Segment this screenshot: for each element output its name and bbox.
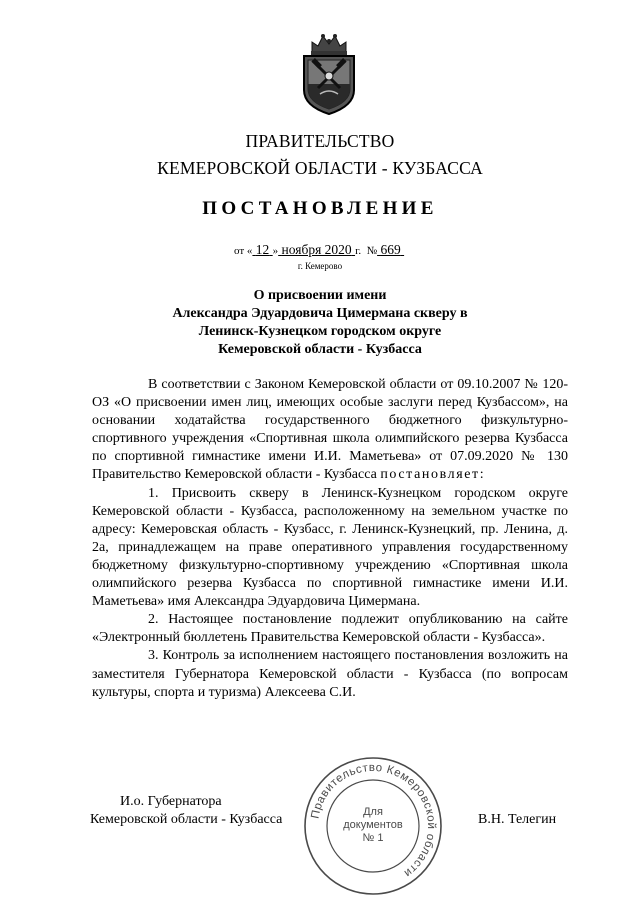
title-line: Ленинск-Кузнецком городском округе xyxy=(198,324,442,339)
body-paragraph-item-1: 1. Присвоить скверу в Ленинск-Кузнецком городском округе Кемеровской области - Кузбасса, расположенному на земельном участке по адресу: Кемеровская область - Кузбасс, г. Ленинск-Кузнецкий, пр. Ленина, д. 2а, принадлежащем на праве оперативного управления государственному бюджетному физкультурно-спортивному учреждению «Спортивная школа олимпийского резерва Кузбасса по спортивной гимнастике имени И.И. Маметьева» имя Александра Эдуардовича Цимермана. xyxy=(92,485,568,610)
title-line: О присвоении имени xyxy=(253,288,387,303)
government-name-line1: ПРАВИТЕЛЬСТВО xyxy=(245,131,395,151)
document-number: 669 xyxy=(380,242,401,257)
date-year-suffix: г. xyxy=(355,245,362,257)
government-name-line2: КЕМЕРОВСКОЙ ОБЛАСТИ - КУЗБАССА xyxy=(157,158,483,178)
body-paragraph-item-3: 3. Контроль за исполнением настоящего постановления возложить на заместителя Губернатора Кемеровской области - Кузбасса (по вопросам культуры, спорта и туризма) Алексеева С.И. xyxy=(92,648,568,700)
city-label: г. Кемерово xyxy=(297,261,343,271)
date-number-line xyxy=(234,243,534,258)
signatory-position-line1: И.о. Губернатора xyxy=(120,794,222,809)
signatory-position xyxy=(90,793,310,829)
stamp-ring-text: Правительство Кемеровской области xyxy=(309,761,438,880)
body-paragraph-item-2: 2. Настоящее постановление подлежит опубликованию на сайте «Электронный бюллетень Правительства Кемеровской области - Кузбасса». xyxy=(92,612,568,646)
date-prefix: от « xyxy=(234,245,253,257)
signatory-position-line2: Кемеровской области - Кузбасса xyxy=(90,812,283,827)
official-stamp xyxy=(302,755,444,897)
title-line: Александра Эдуардовича Цимермана скверу в xyxy=(172,306,468,321)
date-day-close: » xyxy=(272,245,279,257)
date-day: 12 xyxy=(255,242,270,257)
document-title xyxy=(100,287,540,359)
resolves-keyword: постановляет: xyxy=(380,467,486,483)
document-type-heading: ПОСТАНОВЛЕНИЕ xyxy=(202,198,438,219)
stamp-center-line1: Для xyxy=(363,806,383,818)
title-line: Кемеровской области - Кузбасса xyxy=(218,342,422,357)
stamp-center-line3: № 1 xyxy=(362,832,384,844)
number-label: № xyxy=(366,245,378,257)
body-paragraph-preamble: В соответствии с Законом Кемеровской области от 09.10.2007 № 120-ОЗ «О присвоении имен лиц, имеющих особые заслуги перед Кузбассом», на основании ходатайства государственного бюджетного физкультурно-спортивного учреждения «Спортивная школа олимпийского резерва Кузбасса по спортивной гимнастике имени И.И. Маметьева» от 07.09.2020 № 130 Правительство Кемеровской области - Кузбасса постановляет: xyxy=(92,377,568,483)
coat-of-arms-emblem xyxy=(298,32,360,116)
date-month-year: ноября 2020 xyxy=(281,242,352,257)
signatory-name: В.Н. Телегин xyxy=(478,812,557,827)
stamp-center-line2: документов xyxy=(343,819,403,831)
document-body xyxy=(92,376,568,702)
